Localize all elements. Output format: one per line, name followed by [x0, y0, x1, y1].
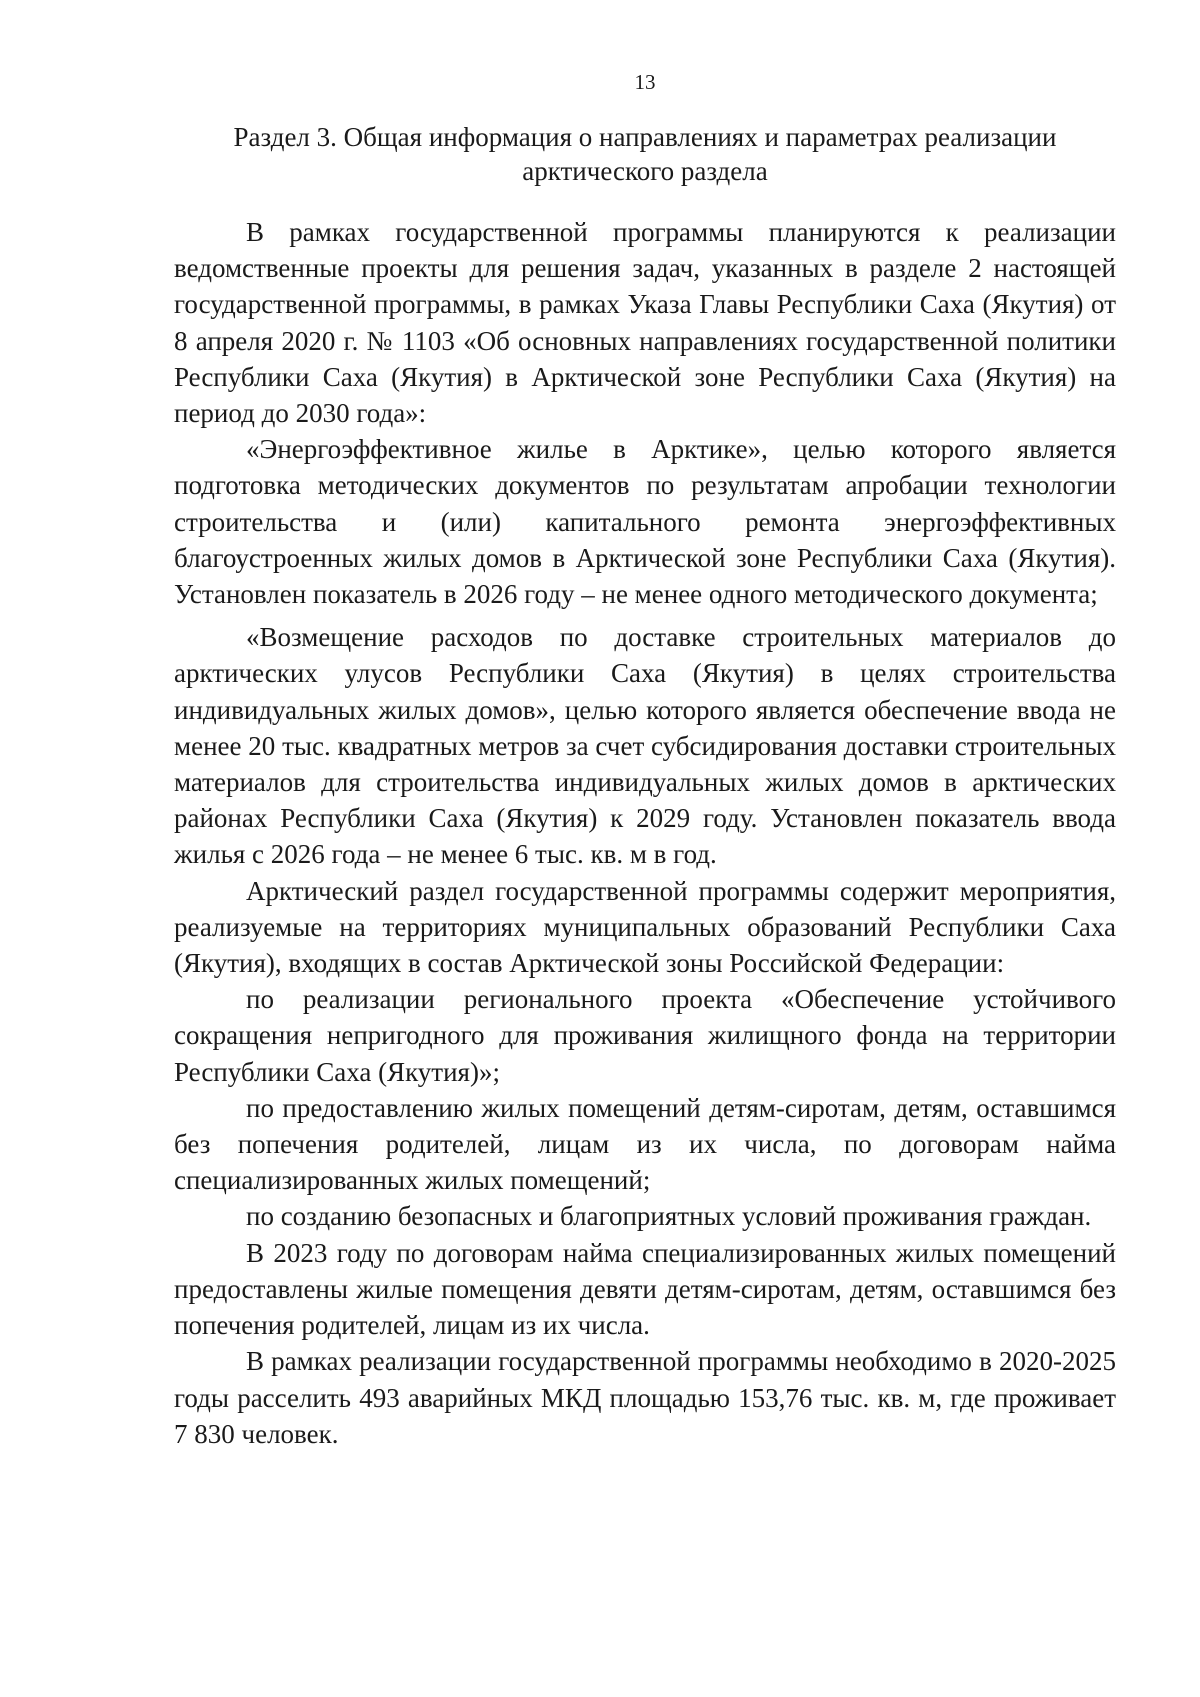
body-text: [174, 214, 1116, 1452]
paragraph-regional-project: по реализации регионального проекта «Обеспечение устойчивого сокращения непригодного для проживания жилищного фонда на территории Республики Саха (Якутия)»;: [174, 984, 1116, 1087]
paragraph-intro: В рамках государственной программы планируются к реализации ведомственные проекты для решения задач, указанных в разделе 2 настоящей государственной программы, в рамках Указа Главы Республики Саха (Якутия) от 8 апреля 2020 г. № 1103 «Об основных направлениях государственной политики Республики Саха (Якутия) в Арктической зоне Республики Саха (Якутия) на период до 2030 года»:: [174, 217, 1116, 429]
paragraph-orphan-housing: по предоставлению жилых помещений детям-сиротам, детям, оставшимся без попечения родителей, лицам из их числа, по договорам найма специализированных жилых помещений;: [174, 1092, 1116, 1196]
paragraph-resettlement: В рамках реализации государственной программы необходимо в 2020-2025 годы расселить 493 аварийных МКД площадью 153,76 тыс. кв. м, где проживает 7 830 человек.: [174, 1346, 1116, 1449]
page-number: 13: [634, 70, 656, 94]
section-title: Раздел 3. Общая информация о направлениях и параметрах реализации арктического раздела: [233, 122, 1057, 186]
paragraph-arctic-section: Арктический раздел государственной программы содержит мероприятия, реализуемые на территориях муниципальных образований Республики Саха (Якутия), входящих в состав Арктической зоны Российской Федерации:: [174, 875, 1116, 979]
paragraph-energy-efficient-housing: «Энергоэффективное жилье в Арктике», целью которого является подготовка методических документов по результатам апробации технологии строительства и (или) капитального ремонта энергоэффективных благоустроенных жилых домов в Арктической зоне Республики Саха (Якутия). Установлен показатель в 2026 году – не менее одного методического документа;: [174, 434, 1116, 610]
paragraph-safe-conditions: по созданию безопасных и благоприятных условий проживания граждан.: [246, 1201, 1092, 1232]
paragraph-2023-results: В 2023 году по договорам найма специализированных жилых помещений предоставлены жилые помещения девяти детям-сиротам, детям, оставшимся без попечения родителей, лицам из их числа.: [174, 1237, 1116, 1341]
paragraph-materials-delivery: «Возмещение расходов по доставке строительных материалов до арктических улусов Республики Саха (Якутия) в целях строительства индивидуальных жилых домов», целью которого является обеспечение ввода не менее 20 тыс. квадратных метров за счет субсидирования доставки строительных материалов для строительства индивидуальных жилых домов в арктических районах Республики Саха (Якутия) к 2029 году. Установлен показатель ввода жилья с 2026 года – не менее 6 тыс. кв. м в год.: [174, 622, 1116, 870]
